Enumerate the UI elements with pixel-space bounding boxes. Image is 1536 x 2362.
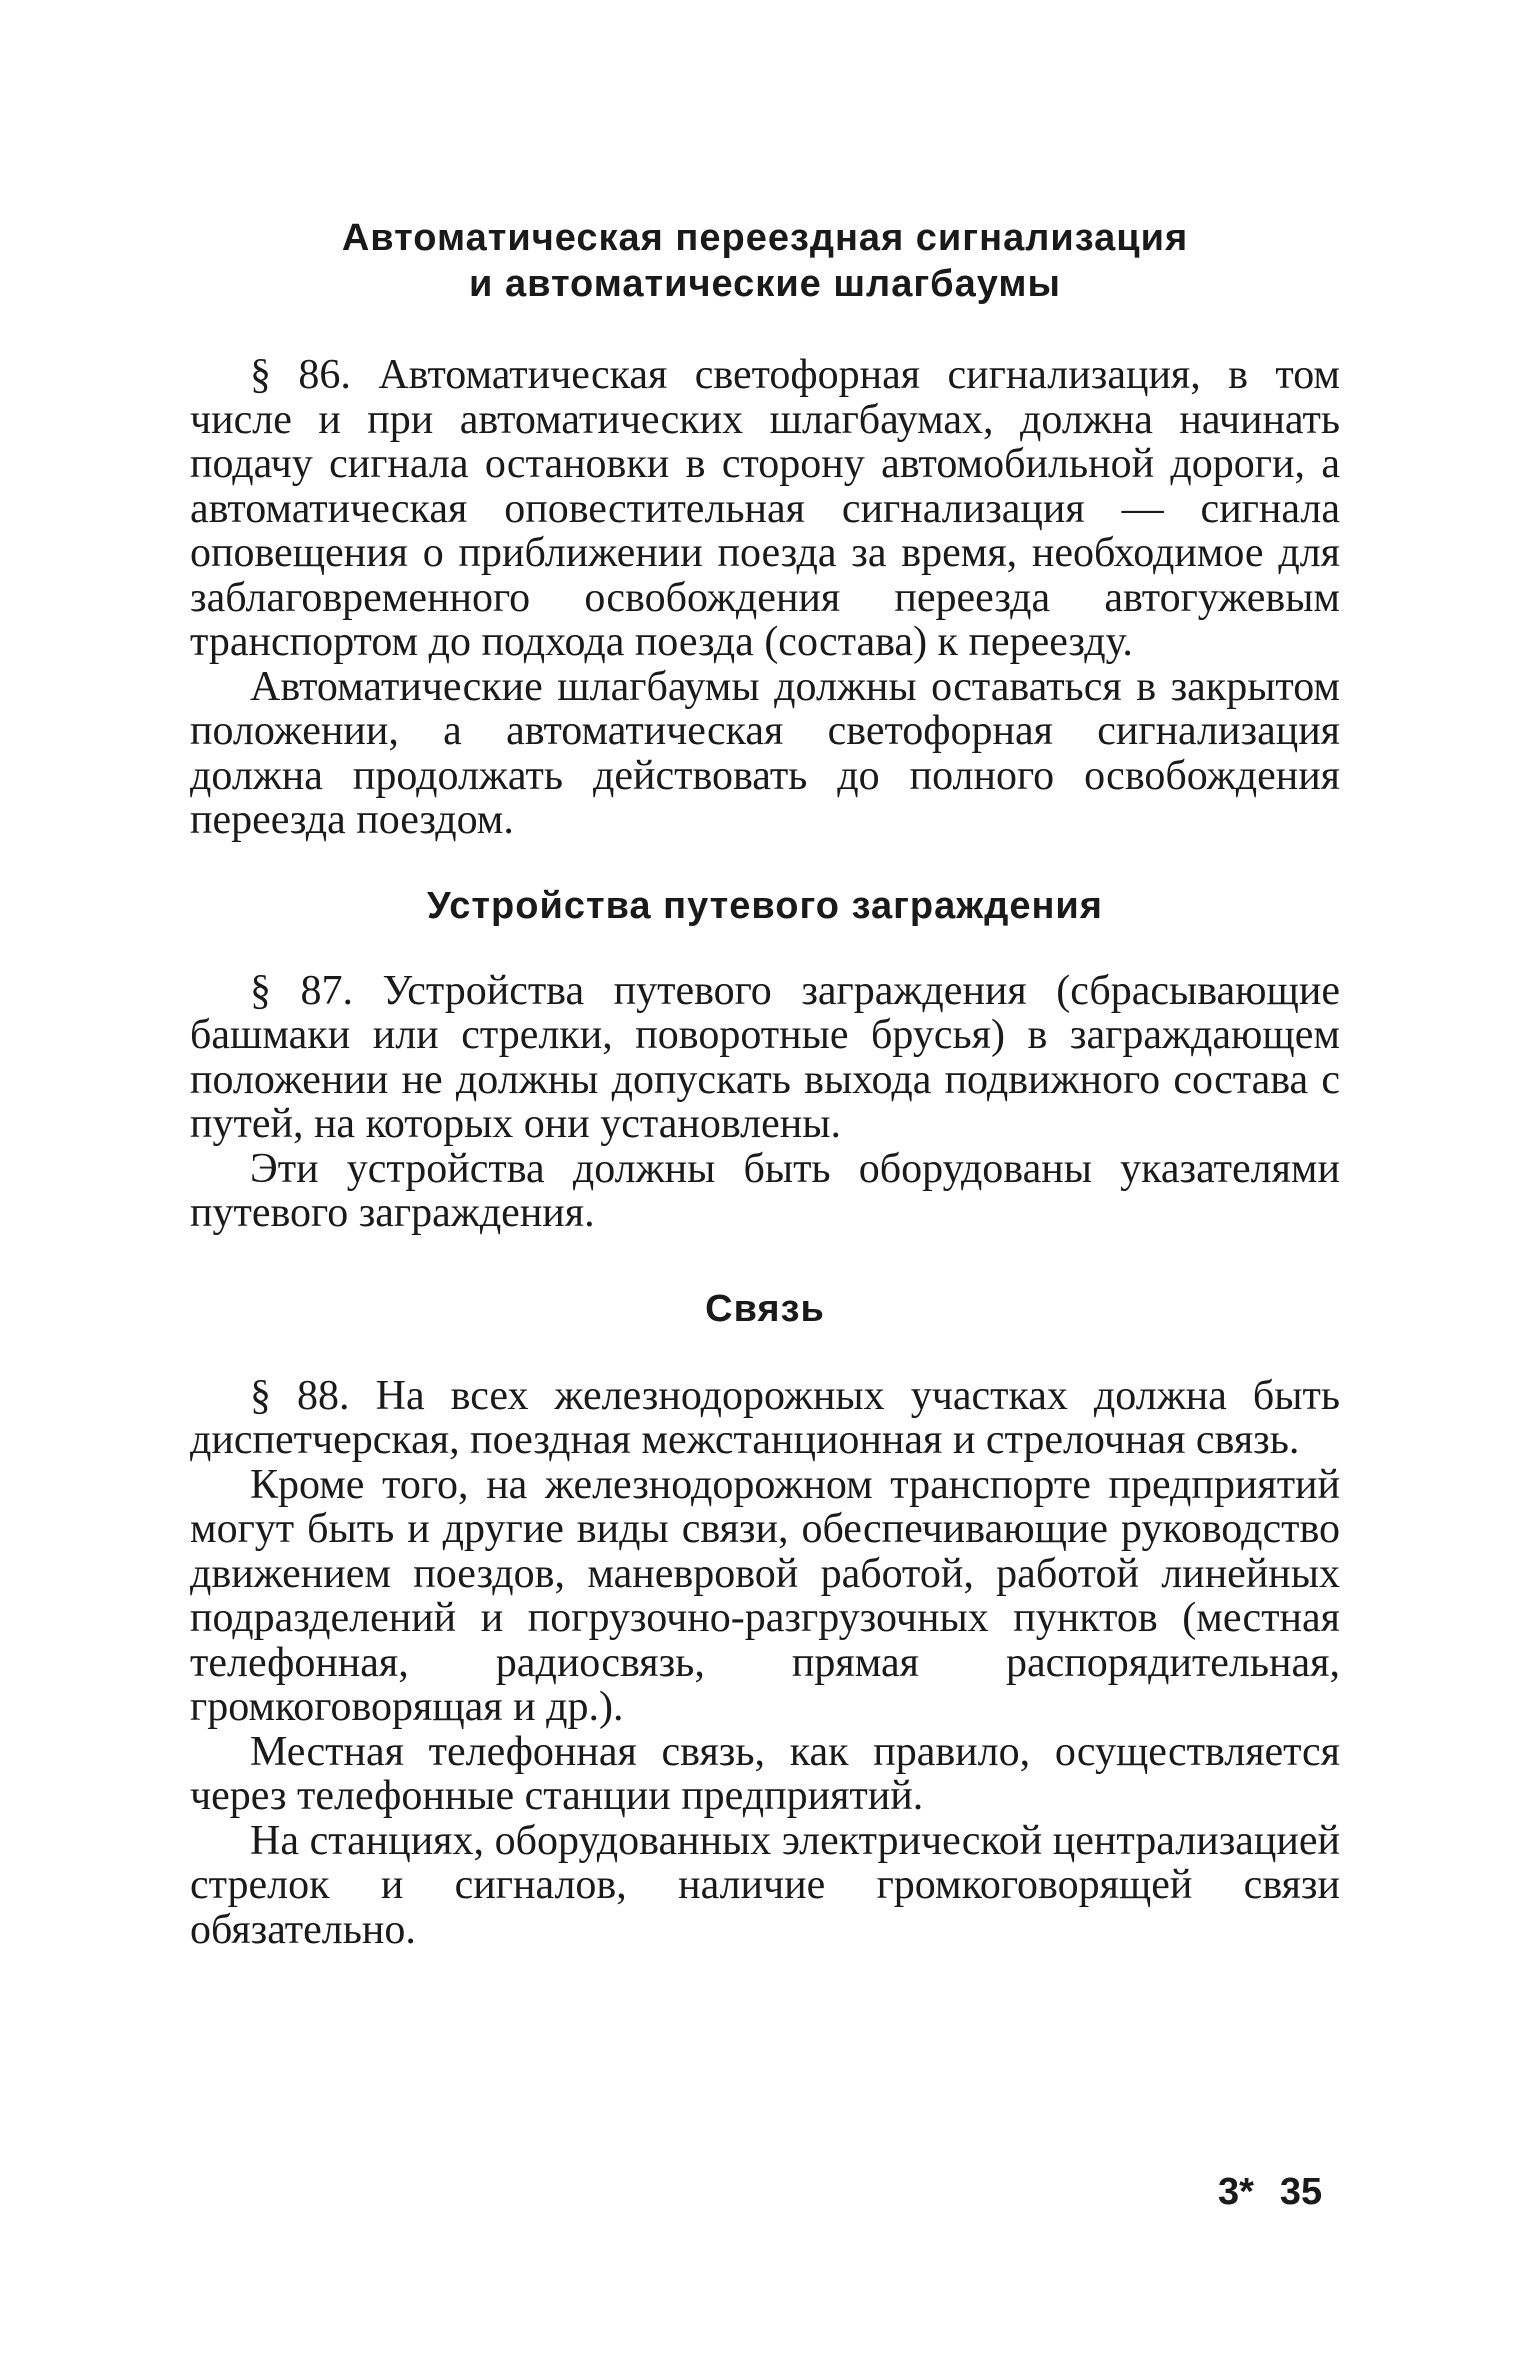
section-heading-track-barriers [190,883,1340,929]
heading-line: Автоматическая переездная сигнализация [341,217,1189,259]
paragraph: Местная телефонная связь, как правило, осуществляется через телефонные станции предприятий. [190,1728,1340,1819]
page-footer [1218,2170,1322,2214]
heading-line: и автоматические шлагбаумы [469,263,1061,305]
paragraph-88: § 88. На всех железнодорожных участках должна быть диспетчерская, поездная межстанционная и стрелочная связь. [190,1372,1340,1463]
page-number: 35 [1279,2171,1323,2213]
section-body-track-barriers [190,969,1340,1236]
section-body-communications [190,1374,1340,1953]
section-body-crossing-signals [190,353,1340,843]
paragraph: Кроме того, на железнодорожном транспорте предприятий могут быть и другие виды связи, обеспечивающие руководство движением поездов, маневровой работой, работой линейных подразделений и погрузочно-разгрузочных пунктов (местная телефонная, радиосвязь, прямая распорядительная, громкоговорящая и др.). [190,1461,1340,1730]
paragraph: На станциях, оборудованных электрической централизацией стрелок и сигналов, наличие громкоговорящей связи обязательно. [190,1817,1340,1953]
paragraph-86: § 86. Автоматическая светофорная сигнализация, в том числе и при автоматических шлагбаумах, должна начинать подачу сигнала остановки в сторону автомобильной дороги, а автоматическая оповестительная сигнализация — сигнала оповещения о приближении поезда за время, необходимое для заблаговременного освобождения переезда автогужевым транспортом до подхода поезда (состава) к переезду. [190,352,1340,665]
section-heading-crossing-signals [190,215,1340,307]
paragraph: Эти устройства должны быть оборудованы указателями путевого заграждения. [190,1145,1340,1236]
paragraph-87: § 87. Устройства путевого заграждения (сбрасывающие башмаки или стрелки, поворотные брусья) в заграждающем положении не должны допускать выхода подвижного состава с путей, на которых они установлены. [190,967,1340,1147]
signature-mark: 3* [1218,2171,1254,2213]
page-body [190,215,1340,1952]
section-heading-communications [190,1286,1340,1332]
heading-line: Устройства путевого заграждения [427,884,1103,927]
paragraph: Автоматические шлагбаумы должны оставаться в закрытом положении, а автоматическая светофорная сигнализация должна продолжать действовать до полного освобождения переезда поездом. [190,663,1340,843]
heading-line: Связь [705,1287,825,1330]
